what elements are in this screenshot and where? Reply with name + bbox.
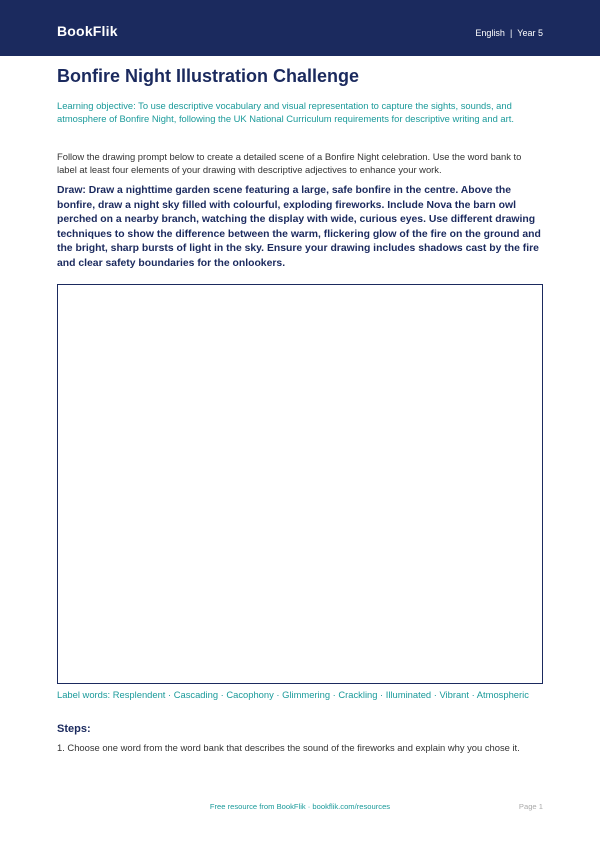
subject-label: English	[475, 28, 505, 38]
year-label: Year 5	[517, 28, 543, 38]
intro-text: Follow the drawing prompt below to create a detailed scene of a Bonfire Night celebration. Use the word bank to label at least four elements of your drawing with descriptive adjectives to enhance your work.	[57, 151, 522, 175]
header-bar	[0, 0, 600, 56]
step-item: 1. Choose one word from the word bank that describes the sound of the fireworks and explain why you chose it.	[57, 742, 520, 753]
draw-prompt: Draw: Draw a nighttime garden scene featuring a large, safe bonfire in the centre. Above the bonfire, draw a night sky filled with colourful, exploding fireworks. Include Nova the barn owl perched on a nearby branch, watching the display with wide, curious eyes. Use different drawing techniques to show the difference between the warm, flickering glow of the fire on the ground and the bright, sharp bursts of light in the sky. Ensure your drawing includes shadows cast by the fire and clear safety boundaries for the onlookers.	[57, 185, 541, 269]
brand-logo-text[interactable]: BookFlik	[57, 23, 118, 39]
page-number: Page 1	[518, 802, 543, 811]
label-word-bank: Label words: Resplendent · Cascading · Cacophony · Glimmering · Crackling · Illuminated · Vibrant · Atmospheric	[57, 689, 529, 700]
header-separator: |	[509, 28, 513, 38]
learning-objective: Learning objective: To use descriptive vocabulary and visual representation to capture the sights, sounds, and atmosphere of Bonfire Night, following the UK National Curriculum requirements for descriptive writing and art.	[57, 100, 514, 124]
steps-list	[57, 741, 543, 755]
header-subject-year	[475, 28, 543, 38]
footer-credit[interactable]: Free resource from BookFlik · bookflik.com/resources	[209, 802, 391, 811]
steps-heading: Steps:	[57, 723, 91, 735]
drawing-area[interactable]	[57, 284, 543, 684]
page-title: Bonfire Night Illustration Challenge	[57, 66, 360, 86]
